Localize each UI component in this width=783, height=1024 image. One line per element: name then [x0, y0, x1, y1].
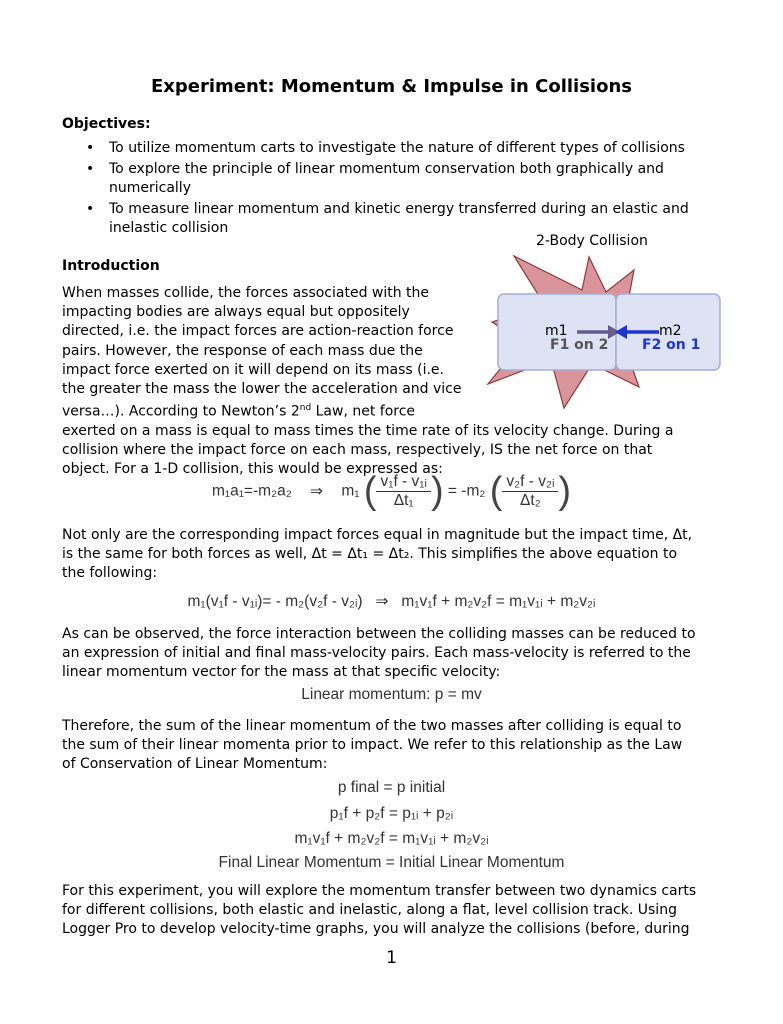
page-title: Experiment: Momentum & Impulse in Collisions [151, 76, 632, 97]
paragraph-conservation: Therefore, the sum of the linear momentum of the two masses after colliding is equal to the sum of their linear momenta prior to impact. We refer to this relationship as the Law of Conservation of Linear Momentum: [62, 718, 683, 773]
equation-newton: m₁a₁=-m₂a₂ ⇒ m₁ ( $\frac{\text{v₁f - v₁ᵢ}}{\text{Δt₁}}$ ) = -m₂ ( $\frac{\text{v₂f - v₂ᵢ}}{\text{Δt₂}}$ ) [211, 470, 572, 512]
objective-item: • To explore the principle of linear momentum conservation both graphically and numerically [62, 160, 742, 198]
equation-momentum-expanded: m₁(v₁f - v₁ᵢ)= - m₂(v₂f - v₂ᵢ) ⇒ m₁v₁f + m₂v₂f = m₁v₁ᵢ + m₂v₂ᵢ [187, 593, 596, 610]
equation-conservation-2: p₁f + p₂f = p₁ᵢ + p₂ᵢ [329, 805, 454, 822]
objective-item: • To utilize momentum carts to investigate the nature of different types of collisions [62, 139, 742, 158]
equation-linear-momentum: Linear momentum: p = mv [301, 686, 482, 703]
paragraph-mass-velocity: As can be observed, the force interaction between the colliding masses can be reduced to an expression of initial and final mass-velocity pairs. Each mass-velocity is referred to the linear momentum vector for the mass at that specific velocity: [62, 626, 696, 681]
objective-item: • To measure linear momentum and kinetic energy transferred during an elastic and inelastic collision [62, 200, 742, 238]
equation-conservation-4: Final Linear Momentum = Initial Linear Momentum [218, 854, 565, 871]
intro-paragraph: When masses collide, the forces associated with the impacting bodies are always equal but oppositely directed, i.e. the impact forces are action-reaction force pairs. However, the response of each mass due the impact force exerted on it will depend on its mass (i.e. the greater the mass the lower the acceleration and vice versa…). According to Newton’s 2nd Law, net force exerted on a mass is equal to mass times the time rate of its velocity change. During a collision where the impact force on each mass, respectively, IS the net force on that object. For a 1-D collision, this would be expressed as: [62, 285, 674, 478]
f2-label: F2 on 1 [642, 337, 701, 353]
objectives-list [62, 139, 742, 240]
objectives-heading: Objectives: [62, 116, 151, 132]
figure-caption: 2-Body Collision [536, 233, 648, 249]
intro-heading: Introduction [62, 258, 160, 274]
m2-label: m2 [659, 323, 682, 339]
equation-conservation-3: m₁v₁f + m₂v₂f = m₁v₁ᵢ + m₂v₂ᵢ [294, 830, 489, 847]
paragraph-experiment: For this experiment, you will explore the momentum transfer between two dynamics carts for different collisions, both elastic and inelastic, along a flat, level collision track. Using Logger Pro to develop velocity-time graphs, you will analyze the collisions (before, during [62, 883, 697, 938]
paragraph-impact-time: Not only are the corresponding impact forces equal in magnitude but the impact time, Δt, is the same for both forces as well, Δt = Δt₁ = Δt₂. This simplifies the above equation to the following: [62, 527, 693, 582]
f1-label: F1 on 2 [550, 337, 609, 353]
page-number: 1 [386, 948, 397, 968]
equation-conservation-1: p final = p initial [337, 779, 446, 796]
m1-label: m1 [545, 323, 568, 339]
